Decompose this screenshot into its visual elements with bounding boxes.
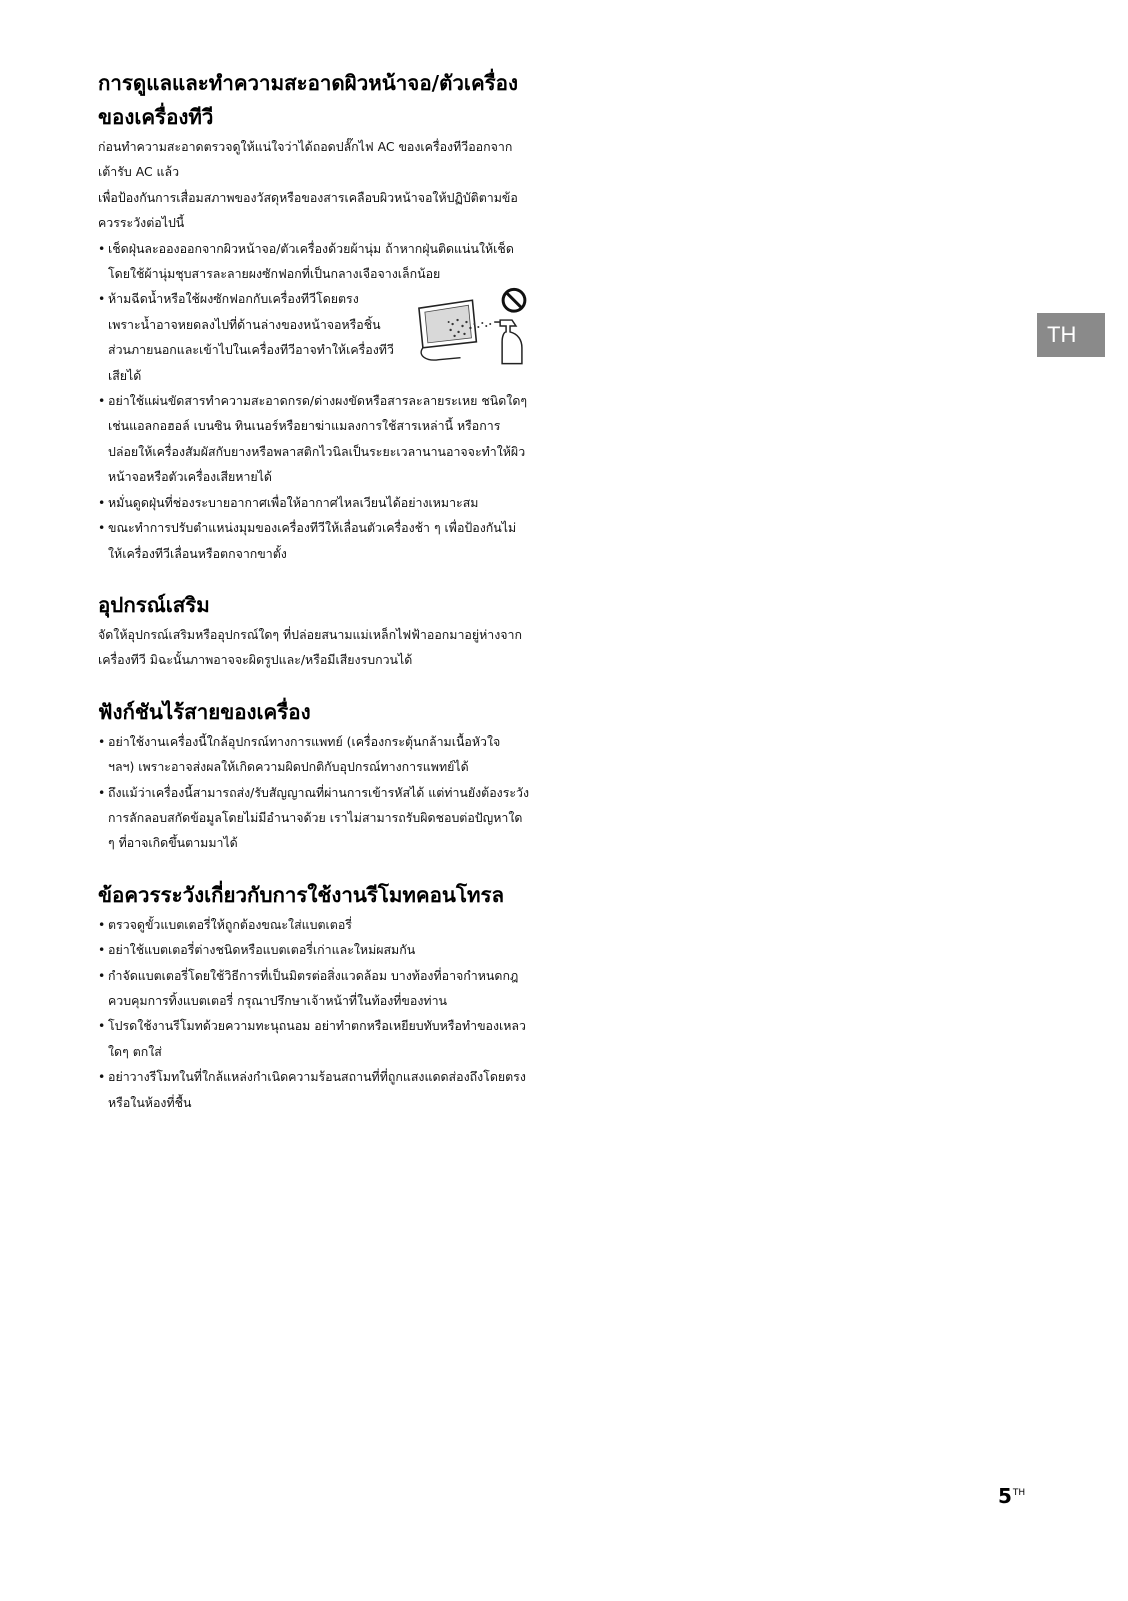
section-title-accessories: อุปกรณ์เสริม (98, 592, 210, 617)
section-title-care: การดูแลและทำความสะอาดผิวหน้าจอ/ตัวเครื่องของเครื่องทีวี (98, 71, 518, 129)
remote-bullet: • ตรวจดูขั้วแบตเตอรี่ให้ถูกต้องขณะใส่แบตเตอรี่ (98, 912, 530, 937)
care-bullet-text: • ห้ามฉีดน้ำหรือใช้ผงซักฟอกกับเครื่องทีวีโดยตรง เพราะน้ำอาจหยดลงไปที่ด้านล่างของหน้าจอหรือชิ้นส่วนภายนอกและเข้าไปในเครื่องทีวีอาจทำให้เครื่องทีวีเสียได้ (108, 291, 394, 383)
care-bullet: • ขณะทำการปรับตำแหน่งมุมของเครื่องทีวีให้เลื่อนตัวเครื่องช้า ๆ เพื่อป้องกันไม่ให้เครื่องทีวีเลื่อนหรือตกจากขาตั้ง (98, 515, 530, 566)
page-number-suffix: TH (1012, 1488, 1026, 1498)
section-title-remote: ข้อควรระวังเกี่ยวกับการใช้งานรีโมทคอนโทรล (98, 882, 505, 907)
section-wireless (98, 695, 530, 856)
page-number (998, 1484, 1025, 1508)
wireless-bullet-list (98, 729, 530, 856)
section-care (98, 66, 530, 566)
care-bullet-with-figure (98, 286, 530, 388)
care-bullet: • หมั่นดูดฝุ่นที่ช่องระบายอากาศเพื่อให้อากาศไหลเวียนได้อย่างเหมาะสม (98, 490, 530, 515)
accessories-text: จัดให้อุปกรณ์เสริมหรืออุปกรณ์ใดๆ ที่ปล่อยสนามแม่เหล็กไฟฟ้าออกมาอยู่ห่างจากเครื่องทีวี มิฉะนั้นภาพอาจจะผิดรูปและ/หรือมีเสียงรบกวนได้ (98, 626, 522, 668)
remote-bullet: • อย่าวางรีโมทในที่ใกล้แหล่งกำเนิดความร้อนสถานที่ที่ถูกแสงแดดส่องถึงโดยตรงหรือในห้องที่ชื้น (98, 1064, 530, 1115)
language-tab: TH (1037, 313, 1105, 357)
main-content (98, 66, 530, 1115)
care-bullet-list (98, 236, 530, 566)
remote-bullet: • อย่าใช้แบตเตอรี่ต่างชนิดหรือแบตเตอรี่เก่าและใหม่ผสมกัน (98, 937, 530, 962)
care-intro-2: เพื่อป้องกันการเสื่อมสภาพของวัสดุหรือของสารเคลือบผิวหน้าจอให้ปฏิบัติตามข้อควรระวังต่อไปนี้ (98, 189, 518, 231)
no-spray-tv-illustration-icon (413, 286, 530, 366)
remote-bullet-list (98, 912, 530, 1115)
page-number-value: 5 (998, 1484, 1012, 1508)
wireless-bullet: • ถึงแม้ว่าเครื่องนี้สามารถส่ง/รับสัญญาณที่ผ่านการเข้ารหัสได้ แต่ท่านยังต้องระวังการลักลอบสกัดข้อมูลโดยไม่มีอำนาจด้วย เราไม่สามารถรับผิดชอบต่อปัญหาใด ๆ ที่อาจเกิดขึ้นตามมาได้ (98, 780, 530, 856)
section-accessories (98, 588, 530, 673)
remote-bullet: • โปรดใช้งานรีโมทด้วยความทะนุถนอม อย่าทำตกหรือเหยียบทับหรือทำของเหลวใดๆ ตกใส่ (98, 1013, 530, 1064)
wireless-bullet: • อย่าใช้งานเครื่องนี้ใกล้อุปกรณ์ทางการแพทย์ (เครื่องกระตุ้นกล้ามเนื้อหัวใจ ฯลฯ) เพราะอาจส่งผลให้เกิดความผิดปกติกับอุปกรณ์ทางการแพทย์ได้ (98, 729, 530, 780)
care-intro-1: ก่อนทำความสะอาดตรวจดูให้แน่ใจว่าได้ถอดปลั๊กไฟ AC ของเครื่องทีวีออกจากเต้ารับ AC แล้ว (98, 139, 513, 180)
section-remote (98, 878, 530, 1115)
section-title-wireless: ฟังก์ชันไร้สายของเครื่อง (98, 699, 311, 724)
care-bullet: • อย่าใช้แผ่นขัดสารทำความสะอาดกรด/ด่างผงขัดหรือสารละลายระเหย ชนิดใดๆ เช่นแอลกอฮอล์ เบนซิน ทินเนอร์หรือยาฆ่าแมลงการใช้สารเหล่านี้ หรือการปล่อยให้เครื่องสัมผัสกับยางหรือพลาสติกไวนิลเป็นระยะเวลานานอาจจะทำให้ผิวหน้าจอหรือตัวเครื่องเสียหายได้ (98, 388, 530, 490)
remote-bullet: • กำจัดแบตเตอรี่โดยใช้วิธีการที่เป็นมิตรต่อสิ่งแวดล้อม บางท้องที่อาจกำหนดกฎควบคุมการทิ้งแบตเตอรี่ กรุณาปรึกษาเจ้าหน้าที่ในท้องที่ของท่าน (98, 963, 530, 1014)
care-bullet: • เช็ดฝุ่นละอองออกจากผิวหน้าจอ/ตัวเครื่องด้วยผ้านุ่ม ถ้าหากฝุ่นติดแน่นให้เช็ดโดยใช้ผ้านุ่มชุบสารละลายผงซักฟอกที่เป็นกลางเจือจางเล็กน้อย (98, 236, 530, 287)
